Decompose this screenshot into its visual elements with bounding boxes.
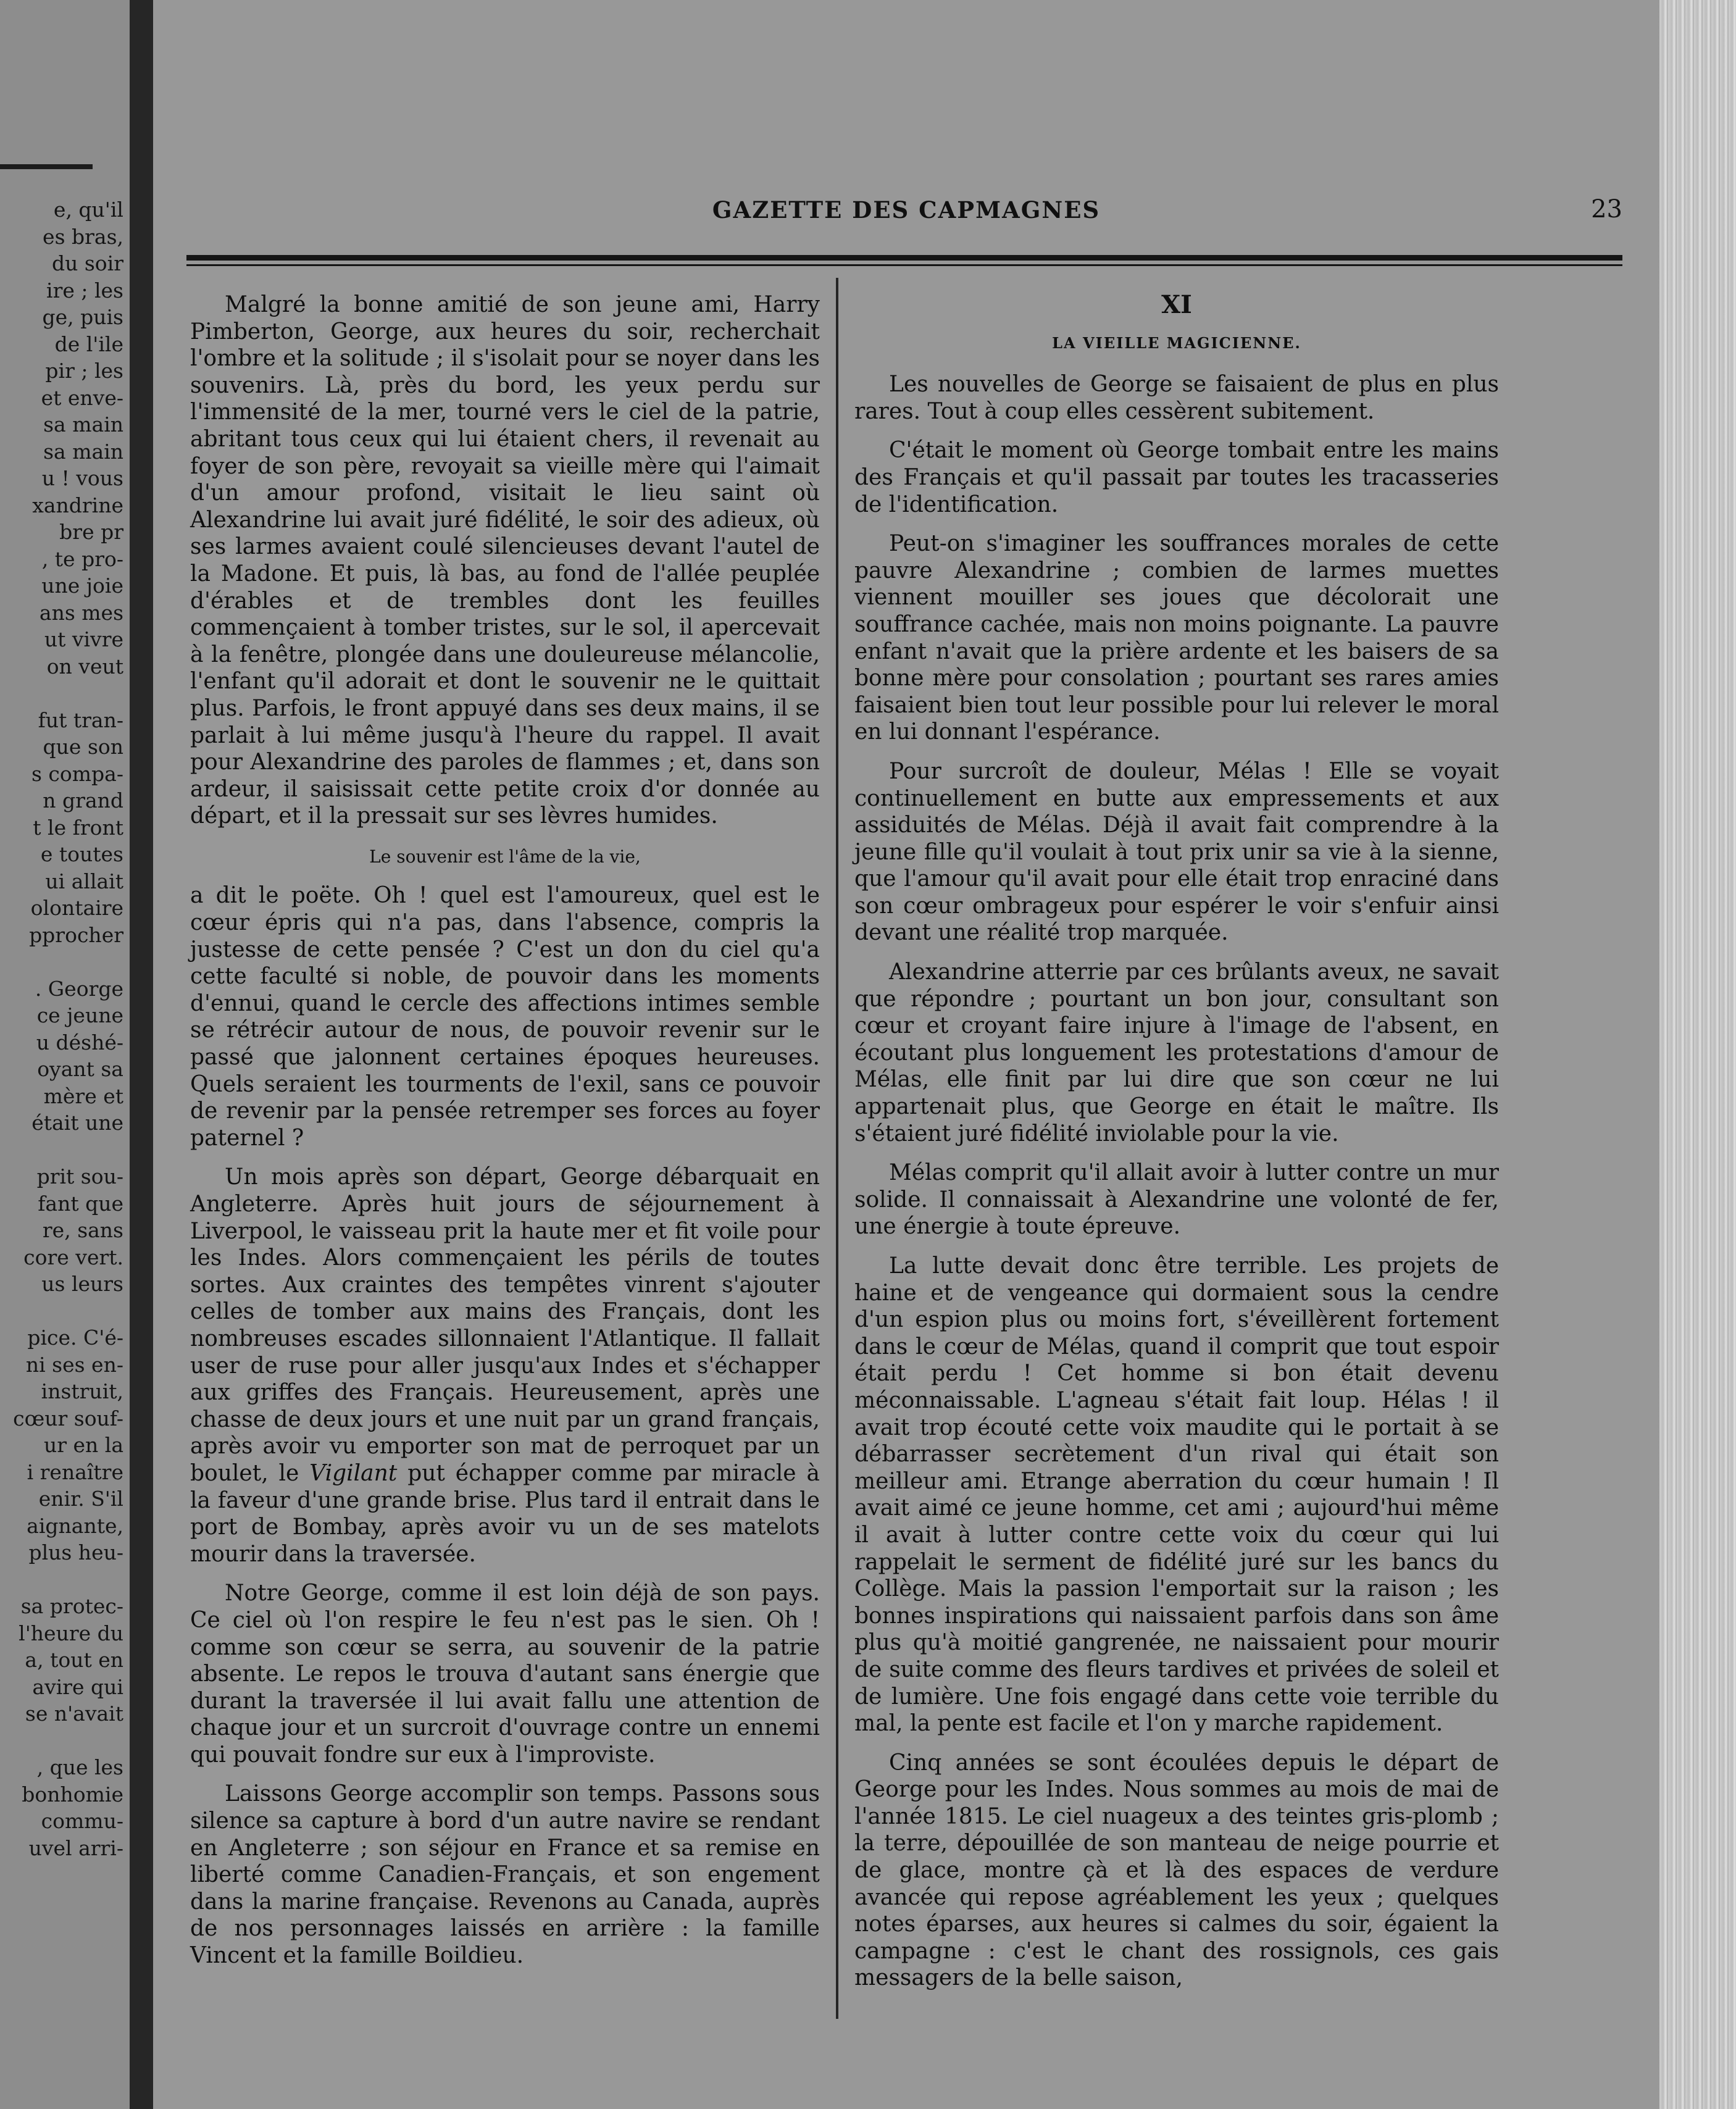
page-stack-edge <box>1659 0 1736 2109</box>
paragraph-text: put échapper comme par miracle à la faveur d'une grande brise. Plus tard il entrait dans le port de Bombay, après avoir vu un de ses matelots mourir dans la traversée. <box>190 1460 820 1567</box>
paragraph: Les nouvelles de George se faisaient de plus en plus rares. Tout à coup elles cessèrent subitement. <box>854 372 1499 424</box>
chapter-title: LA VIEILLE MAGICIENNE. <box>1052 333 1301 352</box>
paragraph: Pour surcroît de douleur, Mélas ! Elle se voyait continuellement en butte aux empressements et aux assiduités de Mélas. Déjà il avait fait comprendre à la jeune fille qu'il voulait à tout prix unir sa vie à la sienne, que l'amour qu'il avait pour elle était trop enraciné dans son cœur ombrageux pour espérer le voir s'enfuir ainsi devant une réalité trop marquée. <box>854 758 1499 946</box>
previous-page-rule <box>0 164 93 169</box>
paragraph: Malgré la bonne amitié de son jeune ami, Harry Pimberton, George, aux heures du soir, recherchait l'ombre et la solitude ; il s'isolait pour se noyer dans les souvenirs. Là, près du bord, les yeux perdu sur l'immensité de la mer, tourné vers le ciel de la patrie, abritant tous ceux qui lui étaient chers, il revenait au foyer de son père, revoyait sa vieille mère qui l'aimait d'un amour profond, visitait le lieu saint où Alexandrine lui avait juré fidélité, le soir des adieux, où ses larmes avaient coulé silencieuses devant l'autel de la Madone. Et puis, là bas, au fond de l'allée peuplée d'érables et de trembles dont les feuilles commençaient à tomber tristes, sur le sol, il apercevait à la fenêtre, plongée dans une douleureuse mélancolie, l'enfant qu'il adorait et dont le souvenir ne le quittait plus. Parfois, le front appuyé dans ses deux mains, il se parlait à lui même jusqu'à l'heure du rappel. Il avait pour Alexandrine des paroles de flammes ; et, dans son ardeur, il saisissait cette petite croix d'or donnée au départ, et il la pressait sur ses lèvres humides. <box>190 292 820 829</box>
column-divider <box>836 278 838 2019</box>
paragraph: Notre George, comme il est loin déjà de son pays. Ce ciel où l'on respire le feu n'est pas le sien. Oh ! comme son cœur se serra, au souvenir de la patrie absente. Le repos le trouva d'autant sans énergie que durant la traversée il lui avait fallu une attention de chaque jour et un surcroit d'ouvrage contre un ennemi qui pouvait fondre sur eux à l'improviste. <box>190 1581 820 1768</box>
book-gutter <box>130 0 153 2109</box>
chapter-number: XI <box>1161 290 1192 319</box>
running-header-title: GAZETTE DES CAPMAGNES <box>712 196 1101 223</box>
left-column <box>190 291 820 1982</box>
previous-page-fragment <box>0 0 130 2109</box>
magazine-page <box>153 0 1659 2109</box>
paragraph: Laissons George accomplir son temps. Passons sous silence sa capture à bord d'un autre navire se rendant en Angleterre ; son séjour en France et sa remise en liberté comme Canadien-Français, et son engement dans la marine française. Revenons au Canada, auprès de nos personnages laissés en arrière : la famille Vincent et la famille Boildieu. <box>190 1781 820 1969</box>
quotation: Le souvenir est l'âme de la vie, <box>369 846 641 867</box>
paragraph: Alexandrine atterrie par ces brûlants aveux, ne savait que répondre ; pourtant un bon jour, consultant son cœur et croyant faire injure à l'image de l'absent, en écoutant plus longuement les protestations d'amour de Mélas, elle finit par lui dire que son cœur ne lui appartenait plus, que George en était le maître. Ils s'étaient juré fidélité inviolable pour la vie. <box>854 959 1499 1146</box>
previous-page-text: e, qu'il es bras, du soir ire ; les ge, puis de l'ile pir ; les et enve- sa main sa main u ! vous xandrine bre pr , te pro- une joie ans mes ut vivre on veut fut tran- que son s compa- n grand t le front e toutes ui allait olontaire pprocher . George ce jeune u déshé- oyant sa mère et était une prit sou- fant que re, sans core vert. us leurs pice. C'é- ni ses en- instruit, cœur souf- ur en la i renaître enir. S'il aignante, plus heu- sa protec- l'heure du a, tout en avire qui se n'avait , que les bonhomie commu- uvel arri- <box>13 198 123 1860</box>
paragraph: La lutte devait donc être terrible. Les projets de haine et de vengeance qui dormaient sous la cendre d'un espion plus ou moins fort, s'éveillèrent fortement dans le cœur de Mélas, quand il comprit que tout espoir était perdu ! Cet homme si bon était devenu méconnaissable. L'agneau s'était fait loup. Hélas ! il avait trop écouté cette voix maudite qui le portait à se débarrasser secrètement d'un rival qui était son meilleur ami. Etrange aberration du cœur humain ! Il avait aimé ce jeune homme, cet ami ; aujourd'hui même il avait à lutter contre cette voix du cœur qui lui rappelait le serment de fidélité juré sur les bancs du Collège. Mais la passion l'emportait sur la raison ; les bonnes inspirations qui naissaient parfois dans son âme plus qu'à moitié gangrenée, ne naissaient pour mourir de suite comme des fleurs tardives et privées de soleil et de lumière. Une fois engagé dans cette voie terrible du mal, la pente est facile et l'on y marche rapidement. <box>854 1253 1499 1737</box>
right-column <box>854 291 1499 2004</box>
paragraph: Cinq années se sont écoulées depuis le départ de George pour les Indes. Nous sommes au mois de mai de l'année 1815. Le ciel nuageux a des teintes gris-plomb ; la terre, dépouillée de son manteau de neige pourrie et de glace, montre çà et là des espaces de verdure avancée qui repose agréablement les yeux ; quelques notes éparses, aux heures si calmes du soir, égaient la campagne : c'est le chant des rossignols, ces gais messagers de la belle saison, <box>854 1750 1499 1991</box>
paragraph: C'était le moment où George tombait entre les mains des Français et qu'il passait par toutes les tracasseries de l'identification. <box>854 438 1499 517</box>
ship-name: Vigilant <box>309 1460 398 1486</box>
page-number: 23 <box>1591 195 1622 223</box>
paragraph: a dit le poëte. Oh ! quel est l'amoureux, quel est le cœur épris qui n'a pas, dans l'absence, compris la justesse de cette pensée ? C'est un don du ciel qu'a cette faculté si noble, de pouvoir dans les moments d'ennui, quand le cercle des affections intimes semble se rétrécir autour de nous, de pouvoir revenir sur le passé que jalonnent certaines époques heureuses. Quels seraient les tourments de l'exil, sans ce pouvoir de revenir par la pensée retremper ses forces au foyer paternel ? <box>190 883 820 1151</box>
paragraph: Peut-on s'imaginer les souffrances morales de cette pauvre Alexandrine ; combien de larmes muettes viennent mouiller ses joues que décolorait une souffrance cachée, mais non moins poignante. La pauvre enfant n'avait que la prière ardente et les baisers de sa bonne mère pour consolation ; pourtant ses rares amies faisaient bien tout leur possible pour lui relever le moral en lui donnant l'espérance. <box>854 531 1499 745</box>
header-rule-thin <box>186 264 1622 266</box>
paragraph-text: Un mois après son départ, George débarquait en Angleterre. Après huit jours de séjournement à Liverpool, le vaisseau prit la haute mer et fit voile pour les Indes. Alors commençaient les périls de toutes sortes. Aux craintes des tempêtes vinrent s'ajouter celles de tomber aux mains des Français, dont les nombreuses escades sillonnaient l'Atlantique. Il fallait user de ruse pour aller jusqu'aux Indes et s'échapper aux griffes des Français. Heureusement, après une chasse de deux jours et une nuit par un grand français, après avoir vu emporter son mat de perroquet par un boulet, le <box>190 1164 820 1486</box>
header-rule-thick <box>186 255 1622 261</box>
paragraph: Mélas comprit qu'il allait avoir à lutter contre un mur solide. Il connaissait à Alexandrine une volonté de fer, une énergie à toute épreuve. <box>854 1160 1499 1240</box>
paragraph <box>190 1164 820 1568</box>
